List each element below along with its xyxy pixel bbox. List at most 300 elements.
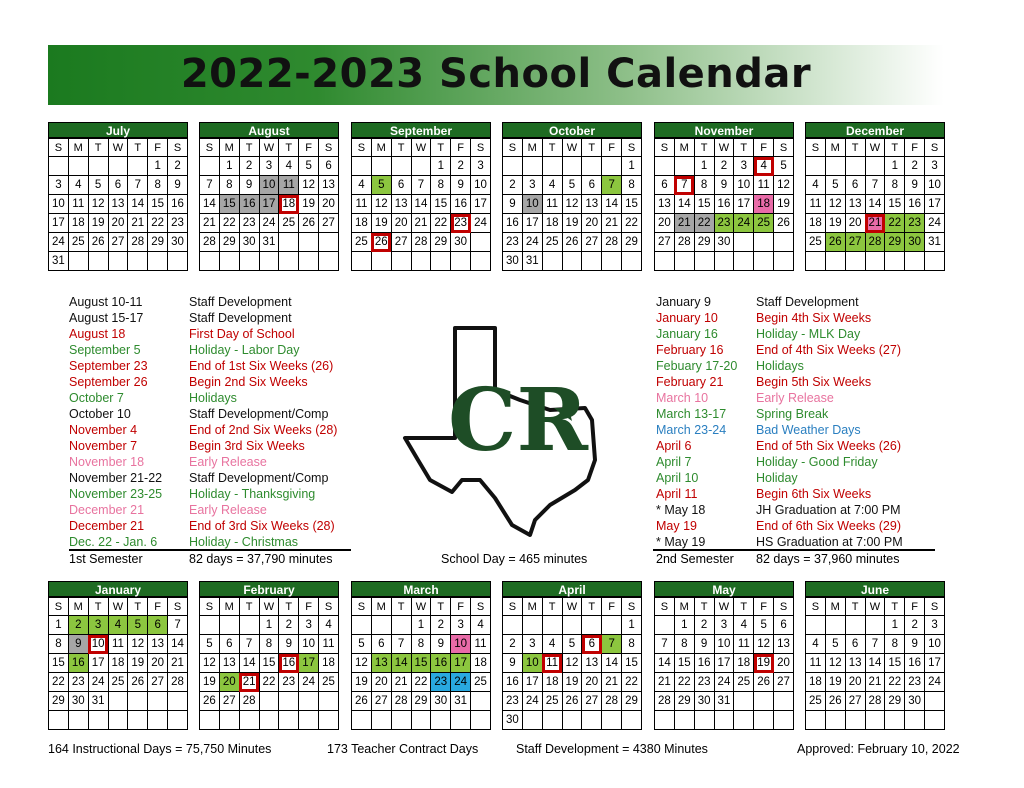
empty-cell: [471, 711, 491, 730]
weekday-header: M: [825, 598, 845, 616]
day-cell: 2: [431, 616, 451, 635]
weekday-header: F: [148, 598, 168, 616]
day-cell: 29: [622, 233, 642, 252]
empty-cell: [148, 711, 168, 730]
empty-cell: [806, 252, 826, 271]
weekday-header: F: [299, 598, 319, 616]
day-cell: 6: [774, 616, 794, 635]
day-cell: 26: [774, 214, 794, 233]
day-cell: 31: [925, 233, 945, 252]
day-cell: 25: [471, 673, 491, 692]
day-cell: 10: [471, 176, 491, 195]
weekday-header: T: [431, 139, 451, 157]
event-description: JH Graduation at 7:00 PM: [756, 503, 901, 517]
month-november: [654, 122, 794, 271]
day-cell: 23: [905, 673, 925, 692]
empty-cell: [200, 616, 220, 635]
event-description: Begin 6th Six Weeks: [756, 487, 872, 501]
day-cell: 6: [845, 635, 865, 654]
empty-cell: [825, 711, 845, 730]
day-cell: 8: [885, 176, 905, 195]
day-cell: 5: [825, 176, 845, 195]
empty-cell: [582, 252, 602, 271]
empty-cell: [391, 157, 411, 176]
day-cell: 16: [451, 195, 471, 214]
event-date: August 18: [69, 327, 126, 341]
event-description: Staff Development: [189, 295, 292, 309]
weekday-header: S: [471, 139, 491, 157]
day-cell: 10: [925, 176, 945, 195]
month-february: [199, 581, 339, 730]
month-name: January: [48, 581, 188, 597]
day-cell: 24: [88, 673, 108, 692]
event-date: December 21: [69, 503, 145, 517]
weekday-header: T: [128, 139, 148, 157]
month-name: May: [654, 581, 794, 597]
day-cell: 26: [352, 692, 372, 711]
day-cell: 26: [754, 673, 774, 692]
day-cell: 4: [542, 635, 562, 654]
day-cell: 14: [391, 654, 411, 673]
day-cell: 24: [734, 214, 754, 233]
weekday-header: T: [885, 598, 905, 616]
empty-cell: [582, 616, 602, 635]
event-row: [656, 294, 936, 310]
day-cell: 30: [503, 252, 523, 271]
day-cell: 18: [68, 214, 88, 233]
day-cell: 2: [714, 157, 734, 176]
weekday-header: T: [391, 139, 411, 157]
empty-cell: [108, 252, 128, 271]
weekday-header: T: [542, 598, 562, 616]
day-cell: 27: [219, 692, 239, 711]
day-cell: 19: [371, 214, 391, 233]
empty-cell: [562, 616, 582, 635]
day-cell: 2: [168, 157, 188, 176]
weekday-header: S: [806, 139, 826, 157]
day-cell: 8: [622, 635, 642, 654]
weekday-header: T: [542, 139, 562, 157]
empty-cell: [128, 252, 148, 271]
empty-cell: [865, 252, 885, 271]
day-cell: 2: [239, 157, 259, 176]
event-description: First Day of School: [189, 327, 295, 341]
weekday-header: S: [352, 139, 372, 157]
day-cell: 18: [108, 654, 128, 673]
event-row: [656, 358, 936, 374]
day-cell: 5: [774, 157, 794, 176]
day-cell: 21: [865, 673, 885, 692]
event-description: Holiday - Christmas: [189, 535, 299, 549]
day-cell: 10: [522, 195, 542, 214]
sem1-value: 82 days = 37,790 minutes: [189, 552, 333, 566]
weekday-header: S: [774, 139, 794, 157]
day-cell: 12: [754, 635, 774, 654]
event-date: April 11: [656, 487, 698, 501]
day-cell: 25: [352, 233, 372, 252]
weekday-header: T: [582, 139, 602, 157]
empty-cell: [88, 252, 108, 271]
event-row: [69, 454, 349, 470]
second-semester-events: [656, 294, 936, 550]
weekday-header: T: [239, 598, 259, 616]
event-date: November 7: [69, 439, 138, 453]
day-cell: 7: [239, 635, 259, 654]
event-row: [69, 342, 349, 358]
day-cell: 3: [259, 157, 279, 176]
day-cell: 9: [431, 635, 451, 654]
day-cell: 11: [279, 176, 299, 195]
empty-cell: [239, 616, 259, 635]
empty-cell: [68, 252, 88, 271]
empty-cell: [694, 252, 714, 271]
event-date: September 5: [69, 343, 141, 357]
empty-cell: [674, 252, 694, 271]
month-name: March: [351, 581, 491, 597]
day-cell: 4: [279, 157, 299, 176]
event-date: December 21: [69, 519, 145, 533]
weekday-header: F: [299, 139, 319, 157]
day-cell: 5: [200, 635, 220, 654]
month-name: June: [805, 581, 945, 597]
weekday-header: S: [925, 598, 945, 616]
day-cell: 11: [542, 654, 562, 673]
empty-cell: [299, 692, 319, 711]
sem2-label: 2nd Semester: [656, 552, 734, 566]
event-description: Begin 2nd Six Weeks: [189, 375, 308, 389]
day-cell: 4: [68, 176, 88, 195]
empty-cell: [694, 711, 714, 730]
weekday-header: T: [734, 598, 754, 616]
day-cell: 15: [431, 195, 451, 214]
day-cell: 21: [391, 673, 411, 692]
day-cell: 4: [471, 616, 491, 635]
month-name: September: [351, 122, 491, 138]
event-row: [69, 406, 349, 422]
day-cell: 7: [865, 635, 885, 654]
day-cell: 12: [825, 195, 845, 214]
school-day-minutes: School Day = 465 minutes: [441, 552, 588, 566]
empty-cell: [845, 157, 865, 176]
event-date: August 15-17: [69, 311, 144, 325]
day-cell: 23: [68, 673, 88, 692]
month-june: [805, 581, 945, 730]
day-cell: 3: [522, 635, 542, 654]
day-cell: 22: [431, 214, 451, 233]
empty-cell: [655, 711, 675, 730]
weekday-header: W: [411, 139, 431, 157]
day-cell: 27: [845, 233, 865, 252]
day-cell: 28: [391, 692, 411, 711]
day-cell: 30: [503, 711, 523, 730]
day-cell: 14: [168, 635, 188, 654]
day-cell: 9: [905, 635, 925, 654]
weekday-header: M: [522, 139, 542, 157]
day-cell: 14: [200, 195, 220, 214]
day-cell: 14: [602, 195, 622, 214]
empty-cell: [582, 711, 602, 730]
empty-cell: [168, 711, 188, 730]
day-cell: 19: [352, 673, 372, 692]
empty-cell: [371, 252, 391, 271]
day-cell: 21: [674, 214, 694, 233]
empty-cell: [391, 711, 411, 730]
empty-cell: [391, 252, 411, 271]
empty-cell: [471, 252, 491, 271]
day-cell: 19: [299, 195, 319, 214]
weekday-header: S: [168, 139, 188, 157]
day-cell: 14: [674, 195, 694, 214]
empty-cell: [825, 157, 845, 176]
day-cell: 27: [655, 233, 675, 252]
weekday-header: S: [503, 598, 523, 616]
day-cell: 20: [655, 214, 675, 233]
day-cell: 26: [562, 692, 582, 711]
day-cell: 27: [582, 692, 602, 711]
empty-cell: [714, 252, 734, 271]
day-cell: 9: [68, 635, 88, 654]
empty-cell: [148, 252, 168, 271]
day-cell: 1: [259, 616, 279, 635]
empty-cell: [259, 711, 279, 730]
day-cell: 1: [411, 616, 431, 635]
day-cell: 17: [88, 654, 108, 673]
day-cell: 14: [239, 654, 259, 673]
empty-cell: [128, 711, 148, 730]
staff-development-minutes: Staff Development = 4380 Minutes: [516, 742, 708, 756]
empty-cell: [655, 616, 675, 635]
day-cell: 18: [734, 654, 754, 673]
event-row: [69, 438, 349, 454]
day-cell: 25: [806, 233, 826, 252]
empty-cell: [299, 233, 319, 252]
day-cell: 30: [451, 233, 471, 252]
empty-cell: [774, 252, 794, 271]
day-cell: 26: [825, 233, 845, 252]
day-cell: 8: [411, 635, 431, 654]
day-cell: 24: [925, 214, 945, 233]
day-cell: 18: [471, 654, 491, 673]
day-cell: 24: [49, 233, 69, 252]
day-cell: 19: [200, 673, 220, 692]
empty-cell: [754, 692, 774, 711]
event-row: [656, 438, 936, 454]
day-cell: 6: [319, 157, 339, 176]
event-date: September 26: [69, 375, 148, 389]
day-cell: 30: [694, 692, 714, 711]
weekday-header: S: [319, 598, 339, 616]
day-cell: 5: [352, 635, 372, 654]
day-cell: 21: [655, 673, 675, 692]
empty-cell: [168, 252, 188, 271]
weekday-header: T: [88, 598, 108, 616]
day-cell: 9: [694, 635, 714, 654]
day-cell: 25: [108, 673, 128, 692]
day-cell: 4: [734, 616, 754, 635]
empty-cell: [562, 711, 582, 730]
day-cell: 17: [49, 214, 69, 233]
day-cell: 7: [674, 176, 694, 195]
weekday-header: F: [602, 598, 622, 616]
day-cell: 13: [148, 635, 168, 654]
day-cell: 7: [128, 176, 148, 195]
day-cell: 27: [582, 233, 602, 252]
day-cell: 29: [622, 692, 642, 711]
day-cell: 4: [319, 616, 339, 635]
day-cell: 11: [319, 635, 339, 654]
day-cell: 9: [905, 176, 925, 195]
day-cell: 18: [279, 195, 299, 214]
day-cell: 7: [168, 616, 188, 635]
day-cell: 2: [503, 176, 523, 195]
day-cell: 8: [148, 176, 168, 195]
empty-cell: [542, 616, 562, 635]
empty-cell: [602, 157, 622, 176]
day-cell: 29: [431, 233, 451, 252]
day-cell: 16: [503, 673, 523, 692]
event-row: [656, 470, 936, 486]
day-cell: 13: [219, 654, 239, 673]
empty-cell: [200, 252, 220, 271]
day-cell: 3: [522, 176, 542, 195]
day-cell: 4: [352, 176, 372, 195]
month-october: [502, 122, 642, 271]
event-description: HS Graduation at 7:00 PM: [756, 535, 903, 549]
empty-cell: [471, 692, 491, 711]
day-cell: 16: [905, 195, 925, 214]
day-cell: 21: [602, 673, 622, 692]
day-cell: 6: [391, 176, 411, 195]
day-cell: 29: [219, 233, 239, 252]
day-cell: 20: [582, 673, 602, 692]
empty-cell: [319, 252, 339, 271]
day-cell: 31: [522, 252, 542, 271]
day-cell: 7: [411, 176, 431, 195]
empty-cell: [219, 252, 239, 271]
day-cell: 27: [845, 692, 865, 711]
empty-cell: [655, 252, 675, 271]
event-description: Holiday - Thanksgiving: [189, 487, 316, 501]
day-cell: 29: [694, 233, 714, 252]
day-cell: 17: [734, 195, 754, 214]
event-date: January 9: [656, 295, 711, 309]
day-cell: 20: [108, 214, 128, 233]
weekday-header: M: [674, 139, 694, 157]
day-cell: 6: [371, 635, 391, 654]
empty-cell: [602, 711, 622, 730]
day-cell: 11: [754, 176, 774, 195]
day-cell: 30: [431, 692, 451, 711]
day-cell: 26: [299, 214, 319, 233]
weekday-header: M: [522, 598, 542, 616]
day-cell: 17: [471, 195, 491, 214]
empty-cell: [279, 711, 299, 730]
day-cell: 4: [542, 176, 562, 195]
empty-cell: [371, 616, 391, 635]
event-date: September 23: [69, 359, 148, 373]
day-cell: 24: [471, 214, 491, 233]
day-cell: 23: [905, 214, 925, 233]
empty-cell: [885, 711, 905, 730]
day-cell: 13: [774, 635, 794, 654]
empty-cell: [806, 157, 826, 176]
month-name: December: [805, 122, 945, 138]
day-cell: 12: [825, 654, 845, 673]
day-cell: 19: [88, 214, 108, 233]
day-cell: 15: [622, 654, 642, 673]
event-date: March 23-24: [656, 423, 727, 437]
empty-cell: [734, 233, 754, 252]
day-cell: 10: [522, 654, 542, 673]
weekday-header: S: [200, 598, 220, 616]
day-cell: 23: [503, 692, 523, 711]
empty-cell: [371, 157, 391, 176]
event-date: Febuary 17-20: [656, 359, 738, 373]
event-date: * May 18: [656, 503, 706, 517]
day-cell: 3: [714, 616, 734, 635]
weekday-header: T: [845, 598, 865, 616]
empty-cell: [200, 711, 220, 730]
event-description: Begin 5th Six Weeks: [756, 375, 872, 389]
day-cell: 7: [602, 176, 622, 195]
event-row: [656, 326, 936, 342]
empty-cell: [391, 616, 411, 635]
empty-cell: [845, 252, 865, 271]
day-cell: 23: [451, 214, 471, 233]
day-cell: 16: [714, 195, 734, 214]
day-cell: 16: [694, 654, 714, 673]
event-row: [69, 518, 349, 534]
weekday-header: M: [68, 139, 88, 157]
day-cell: 16: [431, 654, 451, 673]
empty-cell: [88, 157, 108, 176]
day-cell: 25: [542, 233, 562, 252]
day-cell: 22: [694, 214, 714, 233]
day-cell: 27: [148, 673, 168, 692]
day-cell: 20: [319, 195, 339, 214]
empty-cell: [754, 233, 774, 252]
event-row: [69, 310, 349, 326]
day-cell: 12: [371, 195, 391, 214]
divider-right: [653, 549, 935, 551]
day-cell: 30: [168, 233, 188, 252]
weekday-header: S: [49, 598, 69, 616]
event-row: [69, 374, 349, 390]
day-cell: 23: [279, 673, 299, 692]
event-row: [656, 390, 936, 406]
empty-cell: [542, 252, 562, 271]
event-description: End of 3rd Six Weeks (28): [189, 519, 335, 533]
weekday-header: T: [845, 139, 865, 157]
day-cell: 14: [865, 654, 885, 673]
weekday-header: S: [774, 598, 794, 616]
day-cell: 11: [734, 635, 754, 654]
day-cell: 22: [49, 673, 69, 692]
day-cell: 8: [674, 635, 694, 654]
day-cell: 11: [352, 195, 372, 214]
empty-cell: [774, 233, 794, 252]
day-cell: 3: [925, 616, 945, 635]
empty-cell: [68, 711, 88, 730]
event-row: [69, 294, 349, 310]
day-cell: 3: [734, 157, 754, 176]
day-cell: 15: [259, 654, 279, 673]
event-row: [656, 486, 936, 502]
day-cell: 29: [411, 692, 431, 711]
day-cell: 28: [674, 233, 694, 252]
empty-cell: [655, 157, 675, 176]
day-cell: 6: [148, 616, 168, 635]
